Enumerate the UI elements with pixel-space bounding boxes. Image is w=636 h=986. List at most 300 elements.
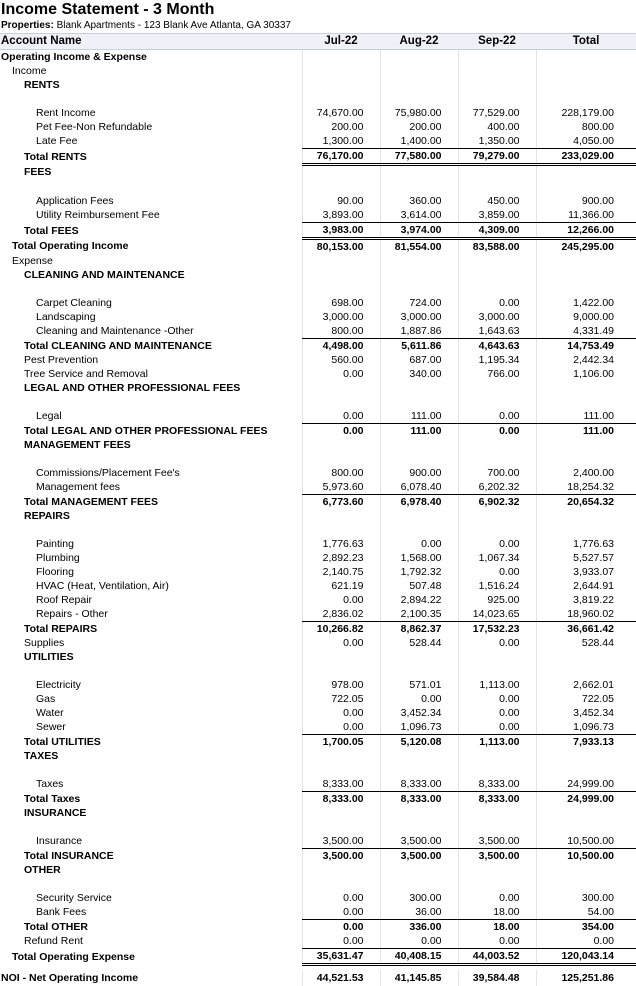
amount-jul-22: 80,153.00 bbox=[302, 239, 380, 255]
amount-jul-22: 35,631.47 bbox=[302, 949, 380, 965]
amount-total: 111.00 bbox=[536, 409, 636, 424]
blank-row bbox=[0, 763, 636, 777]
blank-cell bbox=[536, 92, 636, 106]
amount-sep-22: 4,643.63 bbox=[458, 339, 536, 354]
noi-row bbox=[0, 970, 636, 986]
account-row bbox=[0, 149, 636, 165]
amount-total bbox=[536, 509, 636, 523]
blank-cell bbox=[0, 395, 302, 409]
account-name: Bank Fees bbox=[0, 905, 302, 920]
properties-label: Properties: bbox=[1, 20, 54, 31]
blank-cell bbox=[302, 92, 380, 106]
amount-aug-22 bbox=[380, 165, 458, 181]
amount-aug-22: 340.00 bbox=[380, 367, 458, 381]
amount-total: 120,043.14 bbox=[536, 949, 636, 965]
amount-sep-22 bbox=[458, 50, 536, 65]
account-row bbox=[0, 636, 636, 650]
blank-row bbox=[0, 877, 636, 891]
amount-sep-22: 0.00 bbox=[458, 891, 536, 905]
account-row bbox=[0, 777, 636, 792]
amount-sep-22: 0.00 bbox=[458, 409, 536, 424]
amount-sep-22: 0.00 bbox=[458, 565, 536, 579]
account-row bbox=[0, 905, 636, 920]
amount-sep-22: 8,333.00 bbox=[458, 792, 536, 807]
amount-total bbox=[536, 50, 636, 65]
amount-total: 722.05 bbox=[536, 692, 636, 706]
amount-jul-22: 800.00 bbox=[302, 324, 380, 339]
amount-jul-22: 76,170.00 bbox=[302, 149, 380, 165]
column-header-account: Account Name bbox=[0, 34, 302, 50]
noi-total: 125,251.86 bbox=[536, 970, 636, 986]
blank-row bbox=[0, 395, 636, 409]
blank-cell bbox=[0, 92, 302, 106]
amount-aug-22: 360.00 bbox=[380, 194, 458, 208]
blank-row bbox=[0, 282, 636, 296]
amount-jul-22: 0.00 bbox=[302, 905, 380, 920]
amount-jul-22: 0.00 bbox=[302, 424, 380, 439]
amount-sep-22: 4,309.00 bbox=[458, 223, 536, 239]
blank-row bbox=[0, 523, 636, 537]
amount-aug-22: 687.00 bbox=[380, 353, 458, 367]
amount-sep-22: 8,333.00 bbox=[458, 777, 536, 792]
amount-aug-22 bbox=[380, 254, 458, 268]
amount-aug-22 bbox=[380, 438, 458, 452]
amount-total: 36,661.42 bbox=[536, 622, 636, 637]
amount-total: 4,050.00 bbox=[536, 134, 636, 149]
amount-jul-22 bbox=[302, 806, 380, 820]
amount-jul-22: 0.00 bbox=[302, 367, 380, 381]
account-name: FEES bbox=[0, 165, 302, 181]
amount-jul-22 bbox=[302, 438, 380, 452]
amount-sep-22: 3,000.00 bbox=[458, 310, 536, 324]
amount-total: 18,960.02 bbox=[536, 607, 636, 622]
amount-sep-22 bbox=[458, 165, 536, 181]
blank-cell bbox=[380, 452, 458, 466]
blank-cell bbox=[302, 877, 380, 891]
amount-aug-22: 1,400.00 bbox=[380, 134, 458, 149]
amount-sep-22: 0.00 bbox=[458, 296, 536, 310]
section-header-row bbox=[0, 64, 636, 78]
account-name: Electricity bbox=[0, 678, 302, 692]
account-name: Total RENTS bbox=[0, 149, 302, 165]
account-name: Income bbox=[0, 64, 302, 78]
amount-jul-22 bbox=[302, 749, 380, 763]
account-name: Total INSURANCE bbox=[0, 849, 302, 864]
amount-aug-22: 8,333.00 bbox=[380, 792, 458, 807]
noi-jul-22: 44,521.53 bbox=[302, 970, 380, 986]
section-header-row bbox=[0, 165, 636, 181]
amount-sep-22: 18.00 bbox=[458, 920, 536, 935]
amount-jul-22: 698.00 bbox=[302, 296, 380, 310]
amount-total: 5,527.57 bbox=[536, 551, 636, 565]
amount-sep-22: 0.00 bbox=[458, 934, 536, 949]
blank-cell bbox=[458, 452, 536, 466]
amount-jul-22 bbox=[302, 165, 380, 181]
amount-sep-22: 0.00 bbox=[458, 706, 536, 720]
amount-total: 12,266.00 bbox=[536, 223, 636, 239]
amount-sep-22: 1,516.24 bbox=[458, 579, 536, 593]
section-header-row bbox=[0, 381, 636, 395]
amount-aug-22: 6,078.40 bbox=[380, 480, 458, 495]
account-row bbox=[0, 106, 636, 120]
amount-total: 300.00 bbox=[536, 891, 636, 905]
amount-jul-22: 3,983.00 bbox=[302, 223, 380, 239]
amount-sep-22: 3,500.00 bbox=[458, 849, 536, 864]
amount-total: 4,331.49 bbox=[536, 324, 636, 339]
amount-sep-22: 400.00 bbox=[458, 120, 536, 134]
amount-total bbox=[536, 268, 636, 282]
amount-jul-22 bbox=[302, 254, 380, 268]
account-row bbox=[0, 194, 636, 208]
amount-sep-22: 44,003.52 bbox=[458, 949, 536, 965]
amount-sep-22: 6,202.32 bbox=[458, 480, 536, 495]
blank-cell bbox=[458, 180, 536, 194]
amount-sep-22 bbox=[458, 749, 536, 763]
amount-total: 9,000.00 bbox=[536, 310, 636, 324]
account-row bbox=[0, 565, 636, 579]
account-name: Total REPAIRS bbox=[0, 622, 302, 637]
amount-sep-22: 6,902.32 bbox=[458, 495, 536, 510]
account-row bbox=[0, 949, 636, 965]
account-row bbox=[0, 678, 636, 692]
amount-total: 1,096.73 bbox=[536, 720, 636, 735]
amount-jul-22: 0.00 bbox=[302, 409, 380, 424]
account-name: Flooring bbox=[0, 565, 302, 579]
amount-total bbox=[536, 863, 636, 877]
amount-sep-22 bbox=[458, 863, 536, 877]
amount-jul-22: 74,670.00 bbox=[302, 106, 380, 120]
blank-cell bbox=[380, 92, 458, 106]
amount-aug-22 bbox=[380, 78, 458, 92]
column-header-aug-22: Aug-22 bbox=[380, 34, 458, 50]
blank-cell bbox=[380, 282, 458, 296]
amount-aug-22: 5,120.08 bbox=[380, 735, 458, 750]
amount-jul-22 bbox=[302, 78, 380, 92]
amount-aug-22 bbox=[380, 64, 458, 78]
account-name: Pest Prevention bbox=[0, 353, 302, 367]
amount-aug-22: 1,096.73 bbox=[380, 720, 458, 735]
blank-cell bbox=[458, 877, 536, 891]
amount-sep-22 bbox=[458, 381, 536, 395]
section-header-row bbox=[0, 254, 636, 268]
amount-sep-22: 1,350.00 bbox=[458, 134, 536, 149]
amount-aug-22 bbox=[380, 863, 458, 877]
blank-cell bbox=[458, 282, 536, 296]
account-name: Total Operating Expense bbox=[0, 949, 302, 965]
blank-cell bbox=[536, 523, 636, 537]
amount-aug-22 bbox=[380, 749, 458, 763]
section-header-row bbox=[0, 806, 636, 820]
account-name: Repairs - Other bbox=[0, 607, 302, 622]
amount-jul-22: 621.19 bbox=[302, 579, 380, 593]
amount-sep-22: 77,529.00 bbox=[458, 106, 536, 120]
account-name: Commissions/Placement Fee's bbox=[0, 466, 302, 480]
amount-sep-22 bbox=[458, 254, 536, 268]
account-row bbox=[0, 324, 636, 339]
report-title: Income Statement - 3 Month bbox=[0, 0, 636, 19]
amount-sep-22: 450.00 bbox=[458, 194, 536, 208]
section-header-row bbox=[0, 509, 636, 523]
account-name: Pet Fee-Non Refundable bbox=[0, 120, 302, 134]
amount-sep-22: 0.00 bbox=[458, 692, 536, 706]
section-header-row bbox=[0, 78, 636, 92]
section-header-row bbox=[0, 863, 636, 877]
amount-aug-22: 0.00 bbox=[380, 537, 458, 551]
amount-total: 2,644.91 bbox=[536, 579, 636, 593]
account-name: REPAIRS bbox=[0, 509, 302, 523]
amount-aug-22: 1,568.00 bbox=[380, 551, 458, 565]
amount-jul-22: 200.00 bbox=[302, 120, 380, 134]
amount-aug-22: 3,974.00 bbox=[380, 223, 458, 239]
account-name: Plumbing bbox=[0, 551, 302, 565]
amount-jul-22: 1,776.63 bbox=[302, 537, 380, 551]
amount-sep-22: 1,067.34 bbox=[458, 551, 536, 565]
blank-cell bbox=[0, 664, 302, 678]
section-header-row bbox=[0, 749, 636, 763]
amount-total bbox=[536, 165, 636, 181]
amount-aug-22: 336.00 bbox=[380, 920, 458, 935]
amount-aug-22: 528.44 bbox=[380, 636, 458, 650]
blank-cell bbox=[380, 763, 458, 777]
account-name: Total CLEANING AND MAINTENANCE bbox=[0, 339, 302, 354]
account-row bbox=[0, 310, 636, 324]
account-name: Sewer bbox=[0, 720, 302, 735]
amount-sep-22: 0.00 bbox=[458, 720, 536, 735]
account-row bbox=[0, 607, 636, 622]
section-header-row bbox=[0, 650, 636, 664]
income-statement-table bbox=[0, 33, 636, 986]
amount-jul-22: 3,000.00 bbox=[302, 310, 380, 324]
amount-jul-22 bbox=[302, 268, 380, 282]
amount-jul-22: 0.00 bbox=[302, 636, 380, 650]
account-row bbox=[0, 720, 636, 735]
amount-total: 18,254.32 bbox=[536, 480, 636, 495]
amount-sep-22: 700.00 bbox=[458, 466, 536, 480]
amount-jul-22 bbox=[302, 50, 380, 65]
noi-section bbox=[0, 965, 636, 986]
amount-sep-22 bbox=[458, 806, 536, 820]
amount-total: 233,029.00 bbox=[536, 149, 636, 165]
blank-cell bbox=[302, 820, 380, 834]
amount-total bbox=[536, 64, 636, 78]
account-name: Total Operating Income bbox=[0, 239, 302, 255]
amount-aug-22: 571.01 bbox=[380, 678, 458, 692]
account-name: Tree Service and Removal bbox=[0, 367, 302, 381]
amount-sep-22 bbox=[458, 650, 536, 664]
amount-sep-22: 0.00 bbox=[458, 636, 536, 650]
amount-jul-22 bbox=[302, 64, 380, 78]
amount-jul-22: 2,140.75 bbox=[302, 565, 380, 579]
amount-total: 24,999.00 bbox=[536, 777, 636, 792]
amount-jul-22: 8,333.00 bbox=[302, 777, 380, 792]
amount-aug-22: 3,000.00 bbox=[380, 310, 458, 324]
noi-aug-22: 41,145.85 bbox=[380, 970, 458, 986]
amount-total: 1,422.00 bbox=[536, 296, 636, 310]
account-name: LEGAL AND OTHER PROFESSIONAL FEES bbox=[0, 381, 302, 395]
amount-aug-22: 8,333.00 bbox=[380, 777, 458, 792]
account-row bbox=[0, 296, 636, 310]
account-row bbox=[0, 706, 636, 720]
account-name: CLEANING AND MAINTENANCE bbox=[0, 268, 302, 282]
column-header-sep-22: Sep-22 bbox=[458, 34, 536, 50]
blank-cell bbox=[0, 180, 302, 194]
blank-cell bbox=[302, 763, 380, 777]
account-row bbox=[0, 735, 636, 750]
account-name: Total UTILITIES bbox=[0, 735, 302, 750]
amount-sep-22: 18.00 bbox=[458, 905, 536, 920]
account-row bbox=[0, 339, 636, 354]
amount-aug-22: 6,978.40 bbox=[380, 495, 458, 510]
blank-cell bbox=[536, 282, 636, 296]
amount-jul-22 bbox=[302, 863, 380, 877]
amount-aug-22: 1,887.86 bbox=[380, 324, 458, 339]
account-row bbox=[0, 480, 636, 495]
amount-sep-22: 83,588.00 bbox=[458, 239, 536, 255]
amount-total: 2,442.34 bbox=[536, 353, 636, 367]
blank-cell bbox=[536, 877, 636, 891]
amount-aug-22: 5,611.86 bbox=[380, 339, 458, 354]
amount-aug-22: 0.00 bbox=[380, 934, 458, 949]
account-name: Utility Reimbursement Fee bbox=[0, 208, 302, 223]
account-row bbox=[0, 208, 636, 223]
amount-total: 11,366.00 bbox=[536, 208, 636, 223]
amount-sep-22 bbox=[458, 268, 536, 282]
amount-aug-22: 8,862.37 bbox=[380, 622, 458, 637]
account-name: INSURANCE bbox=[0, 806, 302, 820]
blank-cell bbox=[0, 452, 302, 466]
amount-jul-22: 800.00 bbox=[302, 466, 380, 480]
blank-cell bbox=[536, 395, 636, 409]
account-name: Expense bbox=[0, 254, 302, 268]
account-row bbox=[0, 849, 636, 864]
amount-jul-22: 0.00 bbox=[302, 934, 380, 949]
amount-total: 24,999.00 bbox=[536, 792, 636, 807]
amount-total: 111.00 bbox=[536, 424, 636, 439]
account-name: Late Fee bbox=[0, 134, 302, 149]
amount-sep-22: 3,859.00 bbox=[458, 208, 536, 223]
amount-aug-22: 3,500.00 bbox=[380, 849, 458, 864]
amount-jul-22: 1,300.00 bbox=[302, 134, 380, 149]
blank-cell bbox=[0, 820, 302, 834]
amount-jul-22: 560.00 bbox=[302, 353, 380, 367]
amount-aug-22: 40,408.15 bbox=[380, 949, 458, 965]
account-row bbox=[0, 120, 636, 134]
amount-aug-22: 111.00 bbox=[380, 424, 458, 439]
blank-row bbox=[0, 820, 636, 834]
amount-aug-22: 2,100.35 bbox=[380, 607, 458, 622]
amount-total: 10,500.00 bbox=[536, 849, 636, 864]
account-name: Roof Repair bbox=[0, 593, 302, 607]
amount-jul-22: 8,333.00 bbox=[302, 792, 380, 807]
account-name: Total MANAGEMENT FEES bbox=[0, 495, 302, 510]
statement-body bbox=[0, 50, 636, 965]
amount-total: 2,400.00 bbox=[536, 466, 636, 480]
blank-cell bbox=[380, 395, 458, 409]
account-name: Taxes bbox=[0, 777, 302, 792]
amount-jul-22 bbox=[302, 381, 380, 395]
account-name: Carpet Cleaning bbox=[0, 296, 302, 310]
amount-aug-22: 1,792.32 bbox=[380, 565, 458, 579]
account-name: MANAGEMENT FEES bbox=[0, 438, 302, 452]
account-name: Security Service bbox=[0, 891, 302, 905]
amount-total: 528.44 bbox=[536, 636, 636, 650]
amount-jul-22: 5,973.60 bbox=[302, 480, 380, 495]
account-row bbox=[0, 834, 636, 849]
amount-sep-22 bbox=[458, 64, 536, 78]
blank-cell bbox=[458, 395, 536, 409]
blank-cell bbox=[302, 282, 380, 296]
blank-cell bbox=[302, 395, 380, 409]
account-name: Total Taxes bbox=[0, 792, 302, 807]
account-name: Total LEGAL AND OTHER PROFESSIONAL FEES bbox=[0, 424, 302, 439]
amount-jul-22: 3,893.00 bbox=[302, 208, 380, 223]
amount-aug-22: 300.00 bbox=[380, 891, 458, 905]
amount-jul-22: 978.00 bbox=[302, 678, 380, 692]
amount-total bbox=[536, 438, 636, 452]
account-name: TAXES bbox=[0, 749, 302, 763]
amount-total bbox=[536, 806, 636, 820]
blank-cell bbox=[458, 523, 536, 537]
amount-total: 20,654.32 bbox=[536, 495, 636, 510]
amount-sep-22 bbox=[458, 78, 536, 92]
account-row bbox=[0, 353, 636, 367]
blank-cell bbox=[302, 523, 380, 537]
blank-cell bbox=[0, 523, 302, 537]
amount-jul-22: 2,836.02 bbox=[302, 607, 380, 622]
blank-cell bbox=[302, 452, 380, 466]
amount-sep-22: 79,279.00 bbox=[458, 149, 536, 165]
amount-jul-22: 0.00 bbox=[302, 593, 380, 607]
account-name: Painting bbox=[0, 537, 302, 551]
amount-sep-22: 17,532.23 bbox=[458, 622, 536, 637]
amount-aug-22 bbox=[380, 381, 458, 395]
account-name: OTHER bbox=[0, 863, 302, 877]
account-name: Management fees bbox=[0, 480, 302, 495]
amount-aug-22: 77,580.00 bbox=[380, 149, 458, 165]
account-row bbox=[0, 495, 636, 510]
amount-aug-22 bbox=[380, 268, 458, 282]
amount-sep-22: 1,113.00 bbox=[458, 735, 536, 750]
blank-row bbox=[0, 452, 636, 466]
section-header-row bbox=[0, 50, 636, 65]
blank-row bbox=[0, 180, 636, 194]
amount-aug-22: 2,894.22 bbox=[380, 593, 458, 607]
account-name: Gas bbox=[0, 692, 302, 706]
amount-aug-22: 0.00 bbox=[380, 692, 458, 706]
account-name: Insurance bbox=[0, 834, 302, 849]
amount-aug-22: 36.00 bbox=[380, 905, 458, 920]
amount-total: 54.00 bbox=[536, 905, 636, 920]
amount-total bbox=[536, 381, 636, 395]
blank-cell bbox=[536, 180, 636, 194]
amount-sep-22: 925.00 bbox=[458, 593, 536, 607]
amount-total: 10,500.00 bbox=[536, 834, 636, 849]
account-row bbox=[0, 424, 636, 439]
amount-total: 1,776.63 bbox=[536, 537, 636, 551]
account-name: Operating Income & Expense bbox=[0, 50, 302, 65]
amount-sep-22: 0.00 bbox=[458, 537, 536, 551]
amount-total: 354.00 bbox=[536, 920, 636, 935]
account-row bbox=[0, 593, 636, 607]
amount-jul-22: 0.00 bbox=[302, 720, 380, 735]
blank-cell bbox=[536, 820, 636, 834]
account-row bbox=[0, 934, 636, 949]
account-name: HVAC (Heat, Ventilation, Air) bbox=[0, 579, 302, 593]
account-name: Total OTHER bbox=[0, 920, 302, 935]
account-row bbox=[0, 239, 636, 255]
column-header-jul-22: Jul-22 bbox=[302, 34, 380, 50]
amount-aug-22: 75,980.00 bbox=[380, 106, 458, 120]
